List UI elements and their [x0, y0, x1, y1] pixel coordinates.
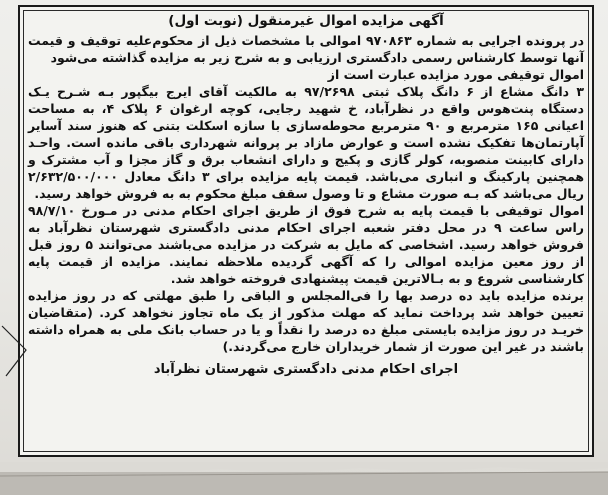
- notice-frame: [18, 5, 594, 457]
- notice-signature: اجرای احکام مدنی دادگستری شهرستان نظرآباد: [153, 362, 459, 377]
- notice-body: [28, 12, 584, 378]
- notice-intro: در پرونده اجرایی به شماره ۹۷۰۸۶۳ اموالی با مشخصات ذیل از محکوم‌علیه توقیف و قیمت آنها توسط کارشناس رسمی دادگستری ارزیابی و به شرح زیر به مزایده گذاشته می‌شود: [28, 33, 584, 65]
- torn-bottom-edge: [0, 462, 608, 495]
- auction-terms: اموال توقیفی با قیمت پایه به شرح فوق از طریق اجرای احکام مدنی در مـورخ ۹۸/۷/۱۰ راس ساعت ۹ در محل دفتر شعبه اجرای احکام مدنی دادگستری شهرستان نظرآباد به فروش خواهد رسید. اشخاصی که مایل به شرکت در مزایده می‌باشند می‌توانند ۵ روز قبل از روز معین مزایده اموالی را که آگهی گردیده ملاحظه نمایند. مزایده از قیمت پایه کارشناسی شروع و به بـالاترین قیمت پیشنهادی فروخته خواهد شد.: [28, 203, 584, 286]
- property-description: ۳ دانگ مشاع از ۶ دانگ پلاک ثبتی ۹۷/۲۶۹۸ به مالکیت آقای ایرج بیگپور بـه شـرح یـک دستگاه پنت‌هوس واقع در نظرآباد، خ شهید رجایی، کوچه ارغوان ۶ پلاک ۴، به مساحت اعیانی ۱۶۵ مترمربع و ۹۰ مترمربع محوطه‌سازی با سازه اسکلت بتنی که هنوز سند آسایر آپارتمان‌ها تفکیک نشده است و عوارض مازاد بر پروانه شهرداری باقی مانده است. واحـد دارای کابینت منصوبه، کولر گازی و پکیج و دارای انشعاب برق و گاز مجزا و آب مشترک و همچنین پارکینگ و انباری می‌باشد. قیمت پایه مزایده برای ۳ دانگ معادل ۲/۶۳۲/۵۰۰/۰۰۰ ریال می‌باشد که بـه صورت مشاع و تا وصول سقف مبلغ محکوم به به فروش خواهد رسید.: [28, 84, 584, 201]
- property-heading: اموال توقیفی مورد مزایده عبارت است از: [327, 67, 584, 82]
- notice-title: آگهی مزایده اموال غیرمنقول (نوبت اول): [168, 13, 444, 29]
- paper-fold-mark: [0, 320, 34, 380]
- payment-terms: برنده مزایده باید ده درصد بها را فی‌المجلس و الباقی را طبق مهلتی که در روز مزایده تعیین خواهد شد پرداخت نماید که مهلت مذکور از یک ماه تجاوز نخواهد کرد. (متقاضیان خریـد در روز مزایده بایستی مبلغ ده درصد را نقداً و یا در حساب بانک ملی به همراه داشته باشند در غیر این صورت از شمار خریداران خارج می‌گردند.): [28, 288, 584, 354]
